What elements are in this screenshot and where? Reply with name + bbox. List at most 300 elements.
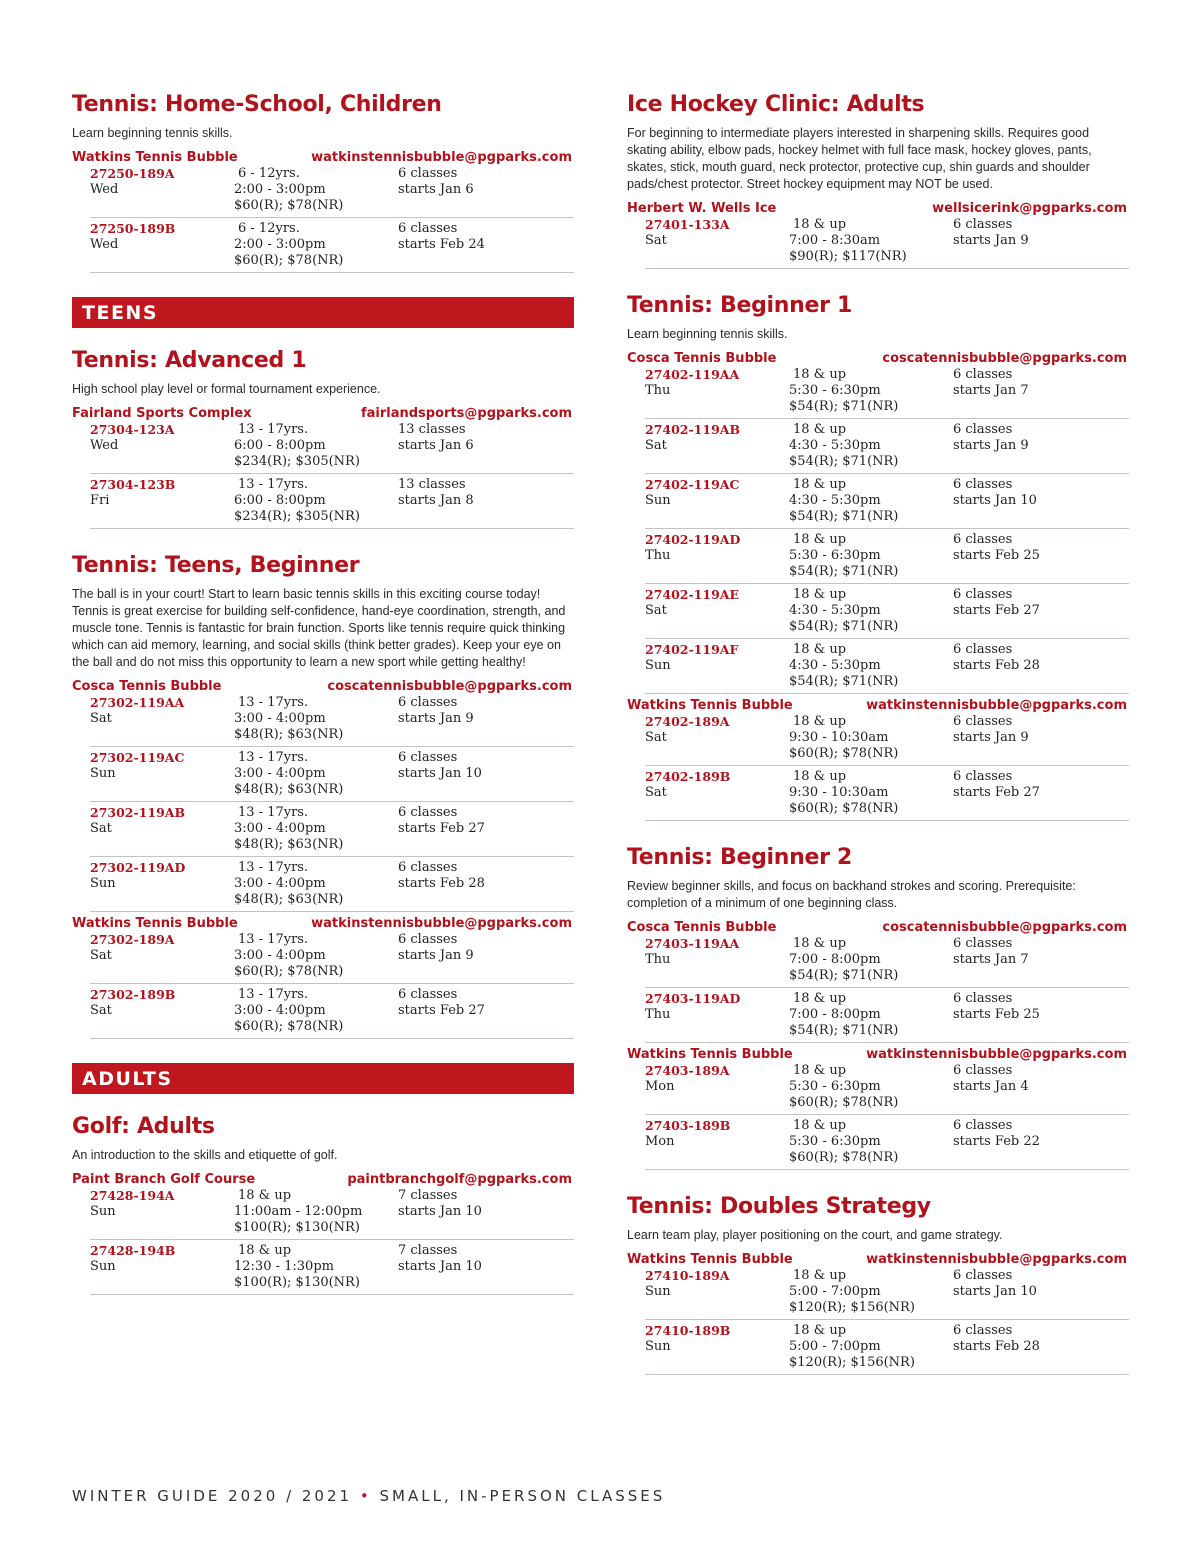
spacer (645, 399, 793, 415)
age-range: 18 & up (793, 367, 847, 382)
course-code: 27302-189B (90, 987, 176, 1002)
spacer (90, 727, 238, 743)
start-date: starts Jan 9 (953, 438, 1029, 453)
course-description: For beginning to intermediate players interested in sharpening skills. Requires good skating ability, elbow pads, hockey helmet with full face mask, hockey gloves, pants, skates, stick, mouth guard, neck protector, protective cup, shin guards and shoulder pads/chest protector. Street hockey equipment may NOT be used. (627, 126, 1092, 191)
age-range: 18 & up (793, 769, 847, 784)
price: $54(R); $71(NR) (789, 564, 899, 579)
course-code: 27402-119AF (645, 642, 739, 657)
spacer (90, 198, 238, 214)
spacer (645, 674, 793, 690)
start-date: starts Jan 10 (398, 766, 482, 781)
day-of-week: Thu (645, 548, 671, 563)
spacer (645, 1300, 793, 1316)
class-count: 6 classes (953, 1268, 1013, 1283)
age-range: 13 - 17yrs. (238, 477, 309, 492)
course (72, 348, 574, 529)
course-code: 27402-119AA (645, 367, 740, 382)
location-email-link[interactable]: fairlandsports@pgparks.com (360, 406, 572, 421)
session-row (90, 220, 574, 273)
class-count: 6 classes (953, 642, 1013, 657)
course-code: 27428-194B (90, 1243, 176, 1258)
day-of-week: Sat (645, 785, 667, 800)
spacer (645, 746, 793, 762)
day-of-week: Wed (90, 438, 119, 453)
course-title: Tennis: Home-School, Children (72, 92, 442, 117)
location-header (627, 920, 1129, 935)
day-of-week: Mon (645, 1134, 675, 1149)
class-count: 6 classes (398, 221, 458, 236)
session-row (90, 694, 574, 747)
age-range: 13 - 17yrs. (238, 932, 309, 947)
session-row (90, 804, 574, 857)
start-date: starts Feb 28 (953, 1339, 1040, 1354)
class-time: 11:00am - 12:00pm (234, 1204, 363, 1219)
class-count: 6 classes (953, 422, 1013, 437)
start-date: starts Feb 27 (398, 1003, 485, 1018)
course-description: An introduction to the skills and etiquette of golf. (72, 1148, 338, 1162)
course (627, 92, 1129, 269)
price: $60(R); $78(NR) (789, 746, 899, 761)
day-of-week: Sat (90, 948, 112, 963)
price: $234(R); $305(NR) (234, 454, 360, 469)
spacer (645, 1095, 793, 1111)
class-time: 5:00 - 7:00pm (789, 1284, 881, 1299)
class-time: 3:00 - 4:00pm (234, 711, 326, 726)
age-range: 13 - 17yrs. (238, 422, 309, 437)
age-range: 18 & up (793, 477, 847, 492)
start-date: starts Jan 9 (953, 730, 1029, 745)
location-name: Watkins Tennis Bubble (627, 1047, 793, 1062)
price: $120(R); $156(NR) (789, 1355, 915, 1370)
course-title: Tennis: Beginner 1 (627, 293, 853, 318)
class-time: 6:00 - 8:00pm (234, 438, 326, 453)
age-range: 18 & up (238, 1188, 292, 1203)
start-date: starts Feb 24 (398, 237, 485, 252)
location-name: Watkins Tennis Bubble (72, 150, 238, 165)
location-email-link[interactable]: coscatennisbubble@pgparks.com (882, 351, 1127, 366)
price: $54(R); $71(NR) (789, 509, 899, 524)
page-footer (72, 1487, 665, 1505)
price: $60(R); $78(NR) (234, 964, 344, 979)
spacer (90, 1019, 238, 1035)
course (72, 553, 574, 1039)
day-of-week: Sun (645, 493, 671, 508)
spacer (90, 1275, 238, 1291)
class-count: 6 classes (953, 1323, 1013, 1338)
spacer (645, 454, 793, 470)
course-title: Tennis: Advanced 1 (72, 348, 307, 373)
price: $60(R); $78(NR) (234, 1019, 344, 1034)
start-date: starts Jan 10 (398, 1204, 482, 1219)
class-count: 6 classes (953, 714, 1013, 729)
class-count: 6 classes (398, 695, 458, 710)
course (72, 92, 574, 273)
age-range: 18 & up (793, 422, 847, 437)
location-email-link[interactable]: wellsicerink@pgparks.com (932, 201, 1127, 216)
session-row (90, 165, 574, 218)
location-header (627, 1252, 1129, 1267)
section-bar-teens: TEENS (72, 297, 574, 328)
class-time: 5:30 - 6:30pm (789, 383, 881, 398)
start-date: starts Jan 9 (398, 948, 474, 963)
location-header (72, 1172, 574, 1187)
spacer (90, 892, 238, 908)
right-column (627, 92, 1129, 1399)
day-of-week: Sun (645, 1339, 671, 1354)
age-range: 18 & up (793, 642, 847, 657)
spacer (90, 509, 238, 525)
course (627, 293, 1129, 821)
day-of-week: Sun (90, 1259, 116, 1274)
class-time: 5:30 - 6:30pm (789, 548, 881, 563)
course-code: 27410-189A (645, 1268, 730, 1283)
age-range: 18 & up (793, 991, 847, 1006)
age-range: 18 & up (793, 217, 847, 232)
spacer (645, 801, 793, 817)
location-header (72, 679, 574, 694)
course-code: 27402-119AB (645, 422, 741, 437)
class-time: 2:00 - 3:00pm (234, 237, 326, 252)
left-column (72, 92, 574, 1319)
location-name: Fairland Sports Complex (72, 406, 252, 421)
session-row (645, 641, 1129, 694)
price: $48(R); $63(NR) (234, 837, 344, 852)
start-date: starts Jan 10 (953, 493, 1037, 508)
price: $54(R); $71(NR) (789, 619, 899, 634)
spacer (645, 509, 793, 525)
age-range: 18 & up (793, 532, 847, 547)
age-range: 6 - 12yrs. (238, 166, 300, 181)
location-name: Paint Branch Golf Course (72, 1172, 256, 1187)
start-date: starts Feb 27 (398, 821, 485, 836)
session-row (645, 768, 1129, 821)
course-description: Review beginner skills, and focus on backhand strokes and scoring. Prerequisite: completion of a minimum of one beginning class. (627, 879, 1076, 910)
course-description: Learn team play, player positioning on the court, and game strategy. (627, 1228, 1003, 1242)
start-date: starts Jan 9 (953, 233, 1029, 248)
class-count: 6 classes (953, 1118, 1013, 1133)
price: $48(R); $63(NR) (234, 892, 344, 907)
price: $60(R); $78(NR) (789, 801, 899, 816)
location-email-link[interactable]: watkinstennisbubble@pgparks.com (866, 698, 1127, 713)
course-description: High school play level or formal tournament experience. (72, 382, 381, 396)
day-of-week: Sun (90, 876, 116, 891)
price: $100(R); $130(NR) (234, 1220, 360, 1235)
class-count: 7 classes (398, 1243, 458, 1258)
session-row (90, 1187, 574, 1240)
spacer (90, 253, 238, 269)
session-row (90, 931, 574, 984)
location-header (72, 150, 574, 165)
age-range: 18 & up (793, 1063, 847, 1078)
location-email-link[interactable]: coscatennisbubble@pgparks.com (327, 679, 572, 694)
price: $100(R); $130(NR) (234, 1275, 360, 1290)
spacer (90, 837, 238, 853)
start-date: starts Jan 4 (953, 1079, 1029, 1094)
location-email-link[interactable]: watkinstennisbubble@pgparks.com (311, 916, 572, 931)
price: $60(R); $78(NR) (789, 1150, 899, 1165)
day-of-week: Sat (645, 730, 667, 745)
age-range: 18 & up (793, 1323, 847, 1338)
class-time: 3:00 - 4:00pm (234, 821, 326, 836)
course-code: 27402-189A (645, 714, 730, 729)
class-time: 3:00 - 4:00pm (234, 1003, 326, 1018)
session-row (90, 421, 574, 474)
course-code: 27403-189B (645, 1118, 731, 1133)
course-code: 27250-189B (90, 221, 176, 236)
age-range: 18 & up (793, 1118, 847, 1133)
start-date: starts Jan 6 (398, 438, 474, 453)
class-count: 6 classes (953, 477, 1013, 492)
price: $60(R); $78(NR) (789, 1095, 899, 1110)
location-name: Cosca Tennis Bubble (72, 679, 222, 694)
location-name: Watkins Tennis Bubble (72, 916, 238, 931)
class-time: 9:30 - 10:30am (789, 730, 889, 745)
location-email-link[interactable]: watkinstennisbubble@pgparks.com (866, 1047, 1127, 1062)
class-count: 6 classes (953, 769, 1013, 784)
course-code: 27401-133A (645, 217, 730, 232)
price: $48(R); $63(NR) (234, 727, 344, 742)
start-date: starts Jan 6 (398, 182, 474, 197)
session-row (645, 421, 1129, 474)
day-of-week: Sun (90, 766, 116, 781)
course-code: 27403-119AD (645, 991, 741, 1006)
location-name: Watkins Tennis Bubble (627, 698, 793, 713)
day-of-week: Sat (90, 821, 112, 836)
day-of-week: Thu (645, 1007, 671, 1022)
location-email-link[interactable]: watkinstennisbubble@pgparks.com (311, 150, 572, 165)
class-count: 6 classes (953, 936, 1013, 951)
course-code: 27428-194A (90, 1188, 175, 1203)
class-count: 6 classes (953, 991, 1013, 1006)
class-time: 5:30 - 6:30pm (789, 1134, 881, 1149)
spacer (645, 619, 793, 635)
start-date: starts Feb 27 (953, 603, 1040, 618)
class-count: 6 classes (953, 217, 1013, 232)
class-time: 7:00 - 8:00pm (789, 952, 881, 967)
location-header (627, 698, 1129, 713)
location-name: Cosca Tennis Bubble (627, 920, 777, 935)
course-code: 27250-189A (90, 166, 175, 181)
class-count: 6 classes (398, 750, 458, 765)
course-code: 27302-119AA (90, 695, 185, 710)
course-code: 27403-189A (645, 1063, 730, 1078)
course (627, 1194, 1129, 1375)
price: $120(R); $156(NR) (789, 1300, 915, 1315)
class-time: 9:30 - 10:30am (789, 785, 889, 800)
class-time: 4:30 - 5:30pm (789, 603, 881, 618)
class-time: 2:00 - 3:00pm (234, 182, 326, 197)
spacer (645, 249, 793, 265)
age-range: 13 - 17yrs. (238, 695, 309, 710)
age-range: 13 - 17yrs. (238, 987, 309, 1002)
session-row (645, 990, 1129, 1043)
class-time: 7:00 - 8:00pm (789, 1007, 881, 1022)
spacer (645, 968, 793, 984)
session-row (645, 1267, 1129, 1320)
footer-bullet: • (359, 1487, 372, 1505)
class-time: 3:00 - 4:00pm (234, 766, 326, 781)
course-code: 27304-123A (90, 422, 175, 437)
day-of-week: Mon (645, 1079, 675, 1094)
day-of-week: Sun (645, 1284, 671, 1299)
course-code: 27410-189B (645, 1323, 731, 1338)
course (627, 845, 1129, 1170)
session-row (90, 859, 574, 912)
start-date: starts Jan 9 (398, 711, 474, 726)
footer-guide-label: WINTER GUIDE 2020 / 2021 (72, 1487, 353, 1505)
class-count: 6 classes (953, 587, 1013, 602)
class-count: 7 classes (398, 1188, 458, 1203)
course-code: 27302-119AB (90, 805, 186, 820)
spacer (645, 1355, 793, 1371)
course-code: 27402-119AE (645, 587, 739, 602)
class-count: 6 classes (953, 367, 1013, 382)
price: $54(R); $71(NR) (789, 399, 899, 414)
session-row (90, 1242, 574, 1295)
course-description: The ball is in your court! Start to learn basic tennis skills in this exciting course today! Tennis is great exercise for building self-confidence, hand-eye coordination, strength, and muscle tone. Tennis is fantastic for brain function. Sports like tennis require quick thinking which can aid memory, learning, and social skills (think better grades). Keep your eye on the ball and do not miss this opportunity to learn a new sport while getting healthy! (72, 587, 566, 669)
start-date: starts Jan 10 (953, 1284, 1037, 1299)
price: $48(R); $63(NR) (234, 782, 344, 797)
day-of-week: Sun (645, 658, 671, 673)
class-time: 7:00 - 8:30am (789, 233, 881, 248)
start-date: starts Feb 22 (953, 1134, 1040, 1149)
session-row (645, 476, 1129, 529)
course-code: 27302-119AD (90, 860, 186, 875)
class-count: 6 classes (953, 532, 1013, 547)
price: $54(R); $71(NR) (789, 968, 899, 983)
price: $90(R); $117(NR) (789, 249, 907, 264)
start-date: starts Feb 28 (953, 658, 1040, 673)
session-row (645, 713, 1129, 766)
spacer (90, 964, 238, 980)
spacer (645, 1150, 793, 1166)
day-of-week: Sat (645, 438, 667, 453)
location-name: Cosca Tennis Bubble (627, 351, 777, 366)
course-code: 27304-123B (90, 477, 176, 492)
class-count: 6 classes (398, 860, 458, 875)
course (72, 1114, 574, 1295)
class-count: 6 classes (398, 932, 458, 947)
course-title: Tennis: Beginner 2 (627, 845, 853, 870)
age-range: 13 - 17yrs. (238, 805, 309, 820)
course-code: 27302-189A (90, 932, 175, 947)
course-code: 27402-119AD (645, 532, 741, 547)
price: $60(R); $78(NR) (234, 253, 344, 268)
class-count: 13 classes (398, 422, 466, 437)
age-range: 18 & up (793, 714, 847, 729)
location-email-link[interactable]: watkinstennisbubble@pgparks.com (866, 1252, 1127, 1267)
day-of-week: Sat (90, 1003, 112, 1018)
footer-tagline: SMALL, IN-PERSON CLASSES (379, 1487, 666, 1505)
class-count: 13 classes (398, 477, 466, 492)
start-date: starts Jan 8 (398, 493, 474, 508)
session-row (90, 476, 574, 529)
price: $60(R); $78(NR) (234, 198, 344, 213)
price: $54(R); $71(NR) (789, 1023, 899, 1038)
session-row (645, 366, 1129, 419)
class-time: 3:00 - 4:00pm (234, 876, 326, 891)
spacer (645, 564, 793, 580)
section-bar-adults: ADULTS (72, 1063, 574, 1094)
session-row (645, 216, 1129, 269)
age-range: 18 & up (793, 587, 847, 602)
class-time: 4:30 - 5:30pm (789, 658, 881, 673)
start-date: starts Jan 7 (953, 383, 1029, 398)
location-header (627, 201, 1129, 216)
start-date: starts Jan 10 (398, 1259, 482, 1274)
session-row (90, 986, 574, 1039)
day-of-week: Wed (90, 182, 119, 197)
age-range: 18 & up (793, 1268, 847, 1283)
course-code: 27402-189B (645, 769, 731, 784)
course-title: Ice Hockey Clinic: Adults (627, 92, 925, 117)
course-code: 27403-119AA (645, 936, 740, 951)
location-name: Herbert W. Wells Ice (627, 201, 777, 216)
class-time: 4:30 - 5:30pm (789, 493, 881, 508)
class-time: 5:00 - 7:00pm (789, 1339, 881, 1354)
age-range: 13 - 17yrs. (238, 750, 309, 765)
day-of-week: Sat (645, 603, 667, 618)
day-of-week: Fri (90, 493, 110, 508)
class-time: 4:30 - 5:30pm (789, 438, 881, 453)
start-date: starts Jan 7 (953, 952, 1029, 967)
session-row (645, 531, 1129, 584)
location-header (627, 1047, 1129, 1062)
location-header (627, 351, 1129, 366)
class-time: 12:30 - 1:30pm (234, 1259, 334, 1274)
session-row (645, 586, 1129, 639)
price: $54(R); $71(NR) (789, 454, 899, 469)
location-header (72, 916, 574, 931)
age-range: 18 & up (793, 936, 847, 951)
class-time: 3:00 - 4:00pm (234, 948, 326, 963)
start-date: starts Feb 25 (953, 548, 1040, 563)
start-date: starts Feb 28 (398, 876, 485, 891)
course-description: Learn beginning tennis skills. (72, 126, 233, 140)
spacer (90, 1220, 238, 1236)
location-email-link[interactable]: coscatennisbubble@pgparks.com (882, 920, 1127, 935)
spacer (90, 782, 238, 798)
course-title: Tennis: Doubles Strategy (627, 1194, 931, 1219)
session-row (90, 749, 574, 802)
class-time: 6:00 - 8:00pm (234, 493, 326, 508)
spacer (90, 454, 238, 470)
location-header (72, 406, 574, 421)
course-code: 27302-119AC (90, 750, 185, 765)
session-row (645, 1322, 1129, 1375)
class-time: 5:30 - 6:30pm (789, 1079, 881, 1094)
day-of-week: Sat (645, 233, 667, 248)
start-date: starts Feb 27 (953, 785, 1040, 800)
day-of-week: Thu (645, 383, 671, 398)
day-of-week: Sat (90, 711, 112, 726)
location-email-link[interactable]: paintbranchgolf@pgparks.com (347, 1172, 572, 1187)
age-range: 6 - 12yrs. (238, 221, 300, 236)
day-of-week: Wed (90, 237, 119, 252)
start-date: starts Feb 25 (953, 1007, 1040, 1022)
price: $54(R); $71(NR) (789, 674, 899, 689)
class-count: 6 classes (398, 166, 458, 181)
age-range: 18 & up (238, 1243, 292, 1258)
spacer (645, 1023, 793, 1039)
course-description: Learn beginning tennis skills. (627, 327, 788, 341)
day-of-week: Sun (90, 1204, 116, 1219)
day-of-week: Thu (645, 952, 671, 967)
class-count: 6 classes (398, 987, 458, 1002)
class-count: 6 classes (953, 1063, 1013, 1078)
class-count: 6 classes (398, 805, 458, 820)
price: $234(R); $305(NR) (234, 509, 360, 524)
